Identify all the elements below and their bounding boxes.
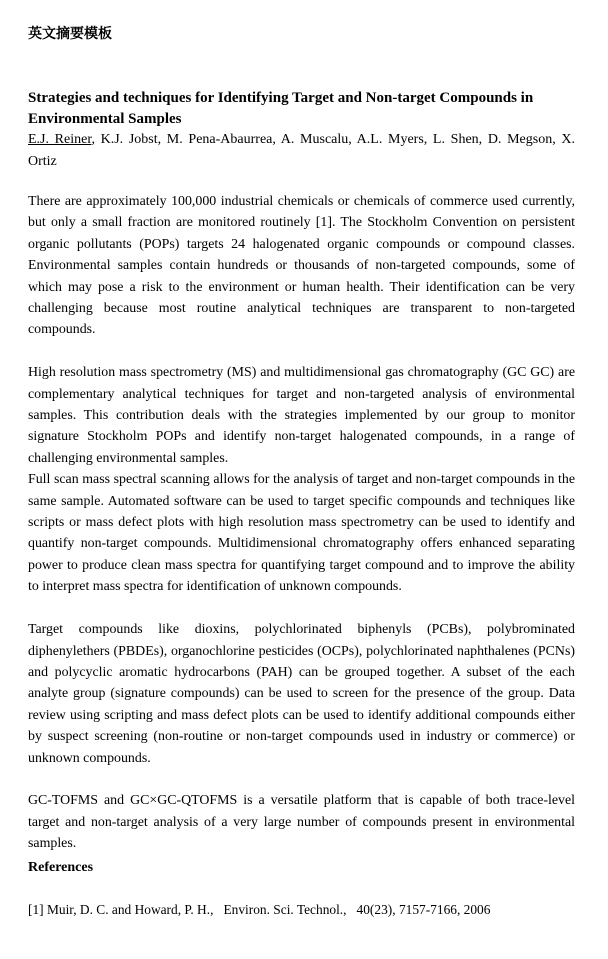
co-authors: , K.J. Jobst, M. Pena-Abaurrea, A. Muscalu, A.L. Myers, L. Shen, D. Megson, X. Ortiz: [28, 132, 575, 169]
abstract-paragraph-4: Target compounds like dioxins, polychlorinated biphenyls (PCBs), polybrominated diphenylethers (PBDEs), organochlorine pesticides (OCPs), polychlorinated naphthalenes (PCNs) and polycyclic aromatic hydrocarbons (PAH) can be grouped together. A subset of the each analyte group (signature compounds) can be used to screen for the presence of the group. Data review using scripting and mass defect plots can be used to identify additional compounds either by suspect screening (non-routine or non-target compounds used in industry or commerce) or unknown compounds.: [28, 622, 575, 766]
abstract-paragraph-1: There are approximately 100,000 industrial chemicals or chemicals of commerce used currently, but only a small fraction are monitored routinely [1]. The Stockholm Convention on persistent organic pollutants (POPs) targets 24 halogenated organic compounds or compound classes. Environmental samples contain hundreds or thousands of non-targeted compounds, some of which may pose a risk to the environment or human health. Their identification can be very challenging because most routine analytical techniques are transparent to non-targeted compounds.: [28, 194, 575, 338]
references-heading: References: [28, 860, 94, 875]
reference-item-1: [1] Muir, D. C. and Howard, P. H., Environ. Sci. Technol., 40(23), 7157-7166, 2006: [28, 902, 491, 917]
abstract-paragraph-5: GC-TOFMS and GC×GC-QTOFMS is a versatile platform that is capable of both trace-level target and non-target analysis of a very large number of compounds present in environmental samples.: [28, 793, 575, 852]
abstract-paragraph-2: High resolution mass spectrometry (MS) and multidimensional gas chromatography (GC GC) are complementary analytical techniques for target and non-targeted analysis of environmental samples. This contribution deals with the strategies implemented by our group to monitor signature Stockholm POPs and identify non-target halogenated compounds, in a range of challenging environmental samples.: [28, 365, 575, 466]
abstract-body: [28, 191, 575, 876]
presenting-author: E.J. Reiner: [28, 132, 92, 147]
template-header-title: 英文摘要模板: [28, 26, 112, 42]
abstract-paragraph-3: Full scan mass spectral scanning allows for the analysis of target and non-target compounds in the same sample. Automated software can be used to target specific compounds and techniques like scripts or mass defect plots with high resolution mass spectrometry can be used to identify and quantify non-target compounds. Multidimensional chromatography offers enhanced separating power to produce clean mass spectra for quantifying target compound and to improve the ability to interpret mass spectra for identification of unknown compounds.: [28, 472, 575, 595]
author-list: [28, 129, 575, 172]
paper-title: Strategies and techniques for Identifying Target and Non-target Compounds in Environmental Samples: [28, 90, 534, 127]
